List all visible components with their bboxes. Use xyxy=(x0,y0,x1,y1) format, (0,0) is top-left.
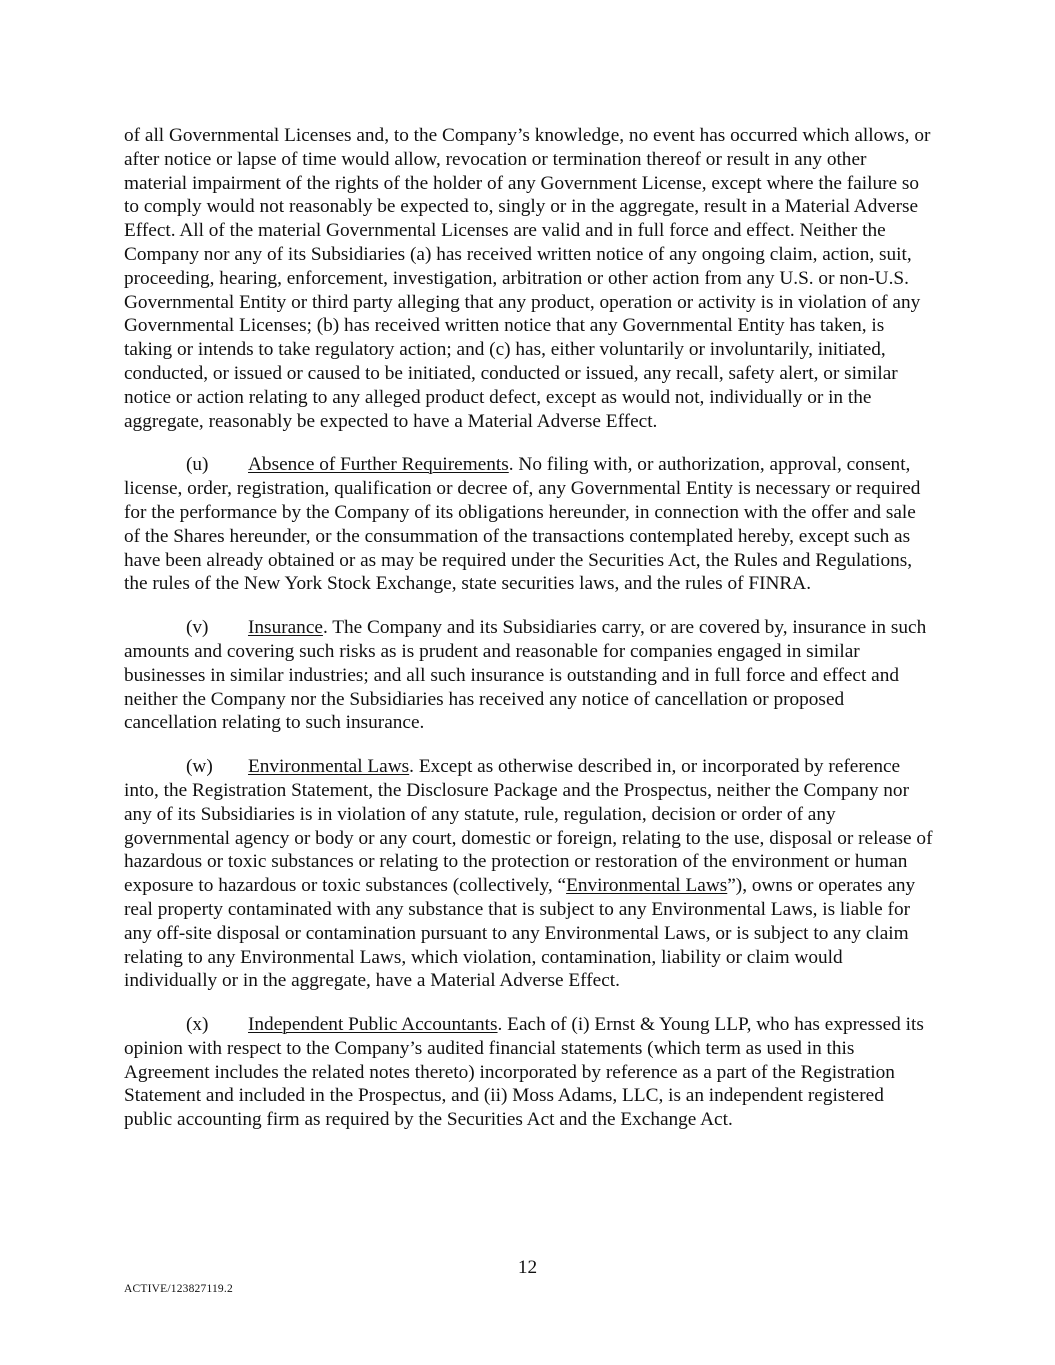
section-v-marker: (v) xyxy=(186,617,209,639)
section-w-text-after: ”), owns or operates any real property contaminated with any substance that is subject to any Environmental Laws, is liable for any off-site disposal or contamination pursuant to any Environmental Laws, or is subject to any claim relating to any Environmental Laws, which violation, contamination, liability or claim would individually or in the aggregate, have a Material Adverse Effect. xyxy=(124,875,916,992)
section-x xyxy=(124,1013,934,1132)
section-w xyxy=(124,755,934,993)
document-body xyxy=(124,124,934,1152)
section-u-text: . No filing with, or authorization, approval, consent, license, order, registration, qualification or decree of, any Governmental Entity is necessary or required for the performance by the Company of its obligations hereunder, in connection with the offer and sale of the Shares hereunder, or the consummation of the transactions contemplated hereby, except such as have been already obtained or as may be required under the Securities Act, the Rules and Regulations, the rules of the New York Stock Exchange, state securities laws, and the rules of FINRA. xyxy=(124,454,921,595)
section-x-text: . Each of (i) Ernst & Young LLP, who has expressed its opinion with respect to the Company’s audited financial statements (which term as used in this Agreement includes the related notes thereto) incorporated by reference as a part of the Registration Statement and included in the Prospectus, and (ii) Moss Adams, LLC, is an independent registered public accounting firm as required by the Securities Act and the Exchange Act. xyxy=(124,1014,924,1131)
section-v-text: . The Company and its Subsidiaries carry, or are covered by, insurance in such amounts and covering such risks as is prudent and reasonable for companies engaged in similar businesses in similar industries; and all such insurance is outstanding and in full force and effect and neither the Company nor the Subsidiaries has received any notice of cancellation or proposed cancellation relating to such insurance. xyxy=(124,617,927,734)
page-number: 12 xyxy=(517,1257,538,1278)
section-w-marker: (w) xyxy=(186,756,213,778)
section-u-marker: (u) xyxy=(186,454,209,476)
document-id: ACTIVE/123827119.2 xyxy=(124,1283,233,1295)
section-x-heading: Independent Public Accountants xyxy=(248,1014,498,1036)
section-w-heading: Environmental Laws xyxy=(248,756,410,778)
section-v-heading: Insurance xyxy=(248,617,323,639)
section-u xyxy=(124,453,934,596)
section-w-text-before: . Except as otherwise described in, or incorporated by reference into, the Registration Statement, the Disclosure Package and the Prospectus, neither the Company nor any of its Subsidiaries is in violation of any statute, rule, regulation, decision or order of any governmental agency or body or any court, domestic or foreign, relating to the use, disposal or release of hazardous or toxic substances or relating to the protection or restoration of the environment or human exposure to hazardous or toxic substances (collectively, “ xyxy=(124,756,933,897)
section-u-heading: Absence of Further Requirements xyxy=(248,454,509,476)
section-x-marker: (x) xyxy=(186,1014,209,1036)
section-w-defined-term: Environmental Laws xyxy=(566,875,728,897)
section-v xyxy=(124,616,934,735)
intro-paragraph: of all Governmental Licenses and, to the Company’s knowledge, no event has occurred which allows, or after notice or lapse of time would allow, revocation or termination thereof or result in any other material impairment of the rights of the holder of any Government License, except where the failure so to comply would not reasonably be expected to, singly or in the aggregate, result in a Material Adverse Effect. All of the material Governmental Licenses are valid and in full force and effect. Neither the Company nor any of its Subsidiaries (a) has received written notice of any ongoing claim, action, suit, proceeding, hearing, enforcement, investigation, arbitration or other action from any U.S. or non-U.S. Governmental Entity or third party alleging that any product, operation or activity is in violation of any Governmental Licenses; (b) has received written notice that any Governmental Entity has taken, is taking or intends to take regulatory action; and (c) has, either voluntarily or involuntarily, initiated, conducted, or issued or caused to be initiated, conducted or issued, any recall, safety alert, or similar notice or action relating to any alleged product defect, except as would not, individually or in the aggregate, reasonably be expected to have a Material Adverse Effect. xyxy=(124,125,931,432)
